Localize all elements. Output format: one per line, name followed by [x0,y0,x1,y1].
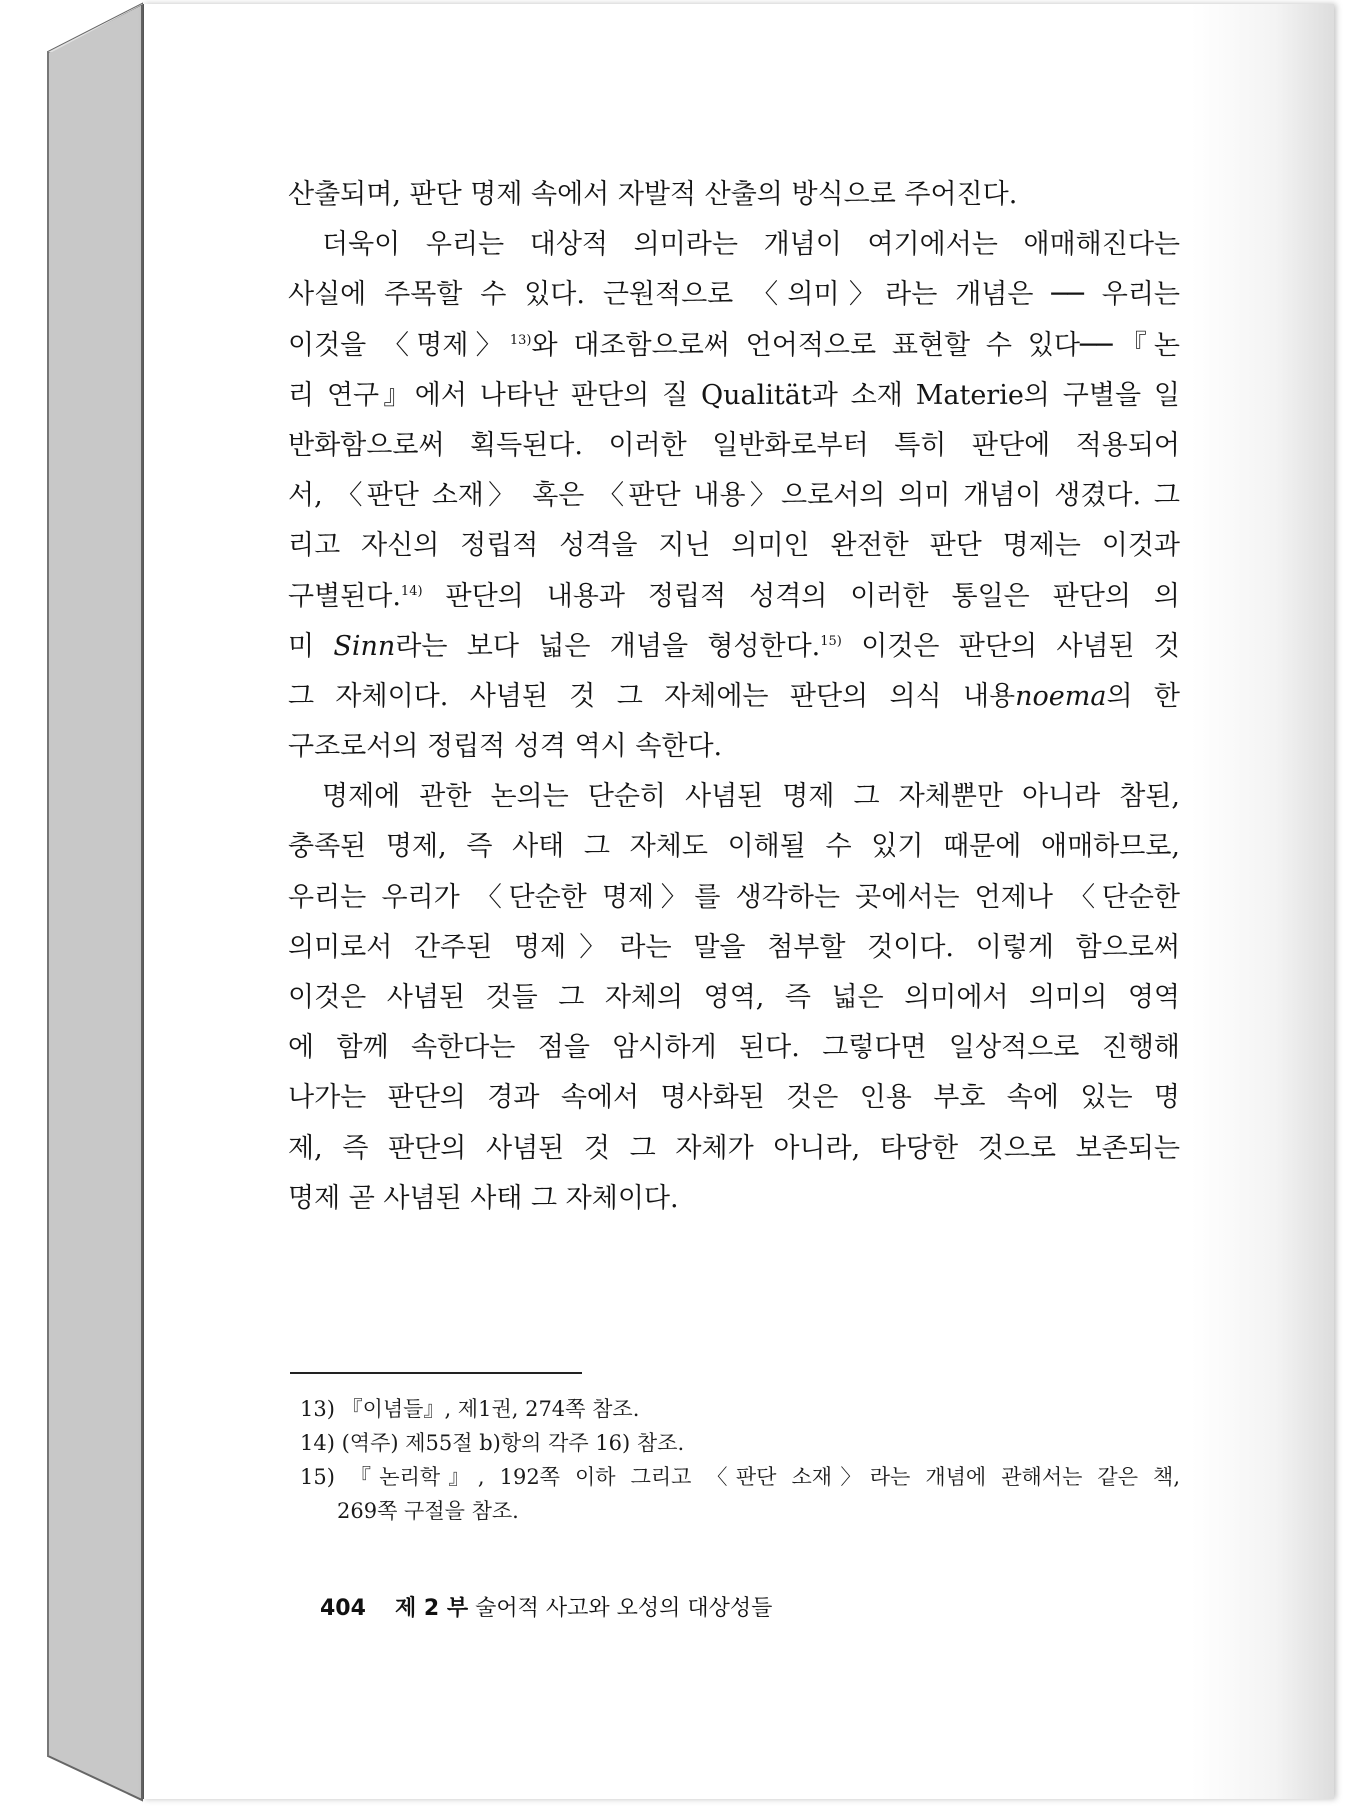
paragraph-3-line: 우리는 우리가 〈단순한 명제〉를 생각하는 곳에서는 언제나 〈단순한 [288,881,1180,913]
footnote-ref-14: 14) [400,583,423,599]
paragraph-2-line: 이것을 〈명제〉$^{13)}$와 대조함으로써 언어적으로 표현할 수 있다──『논 [288,329,1181,361]
paragraph-2-line: 미 Sinn라는 보다 넓은 개념을 형성한다.$^{15)}$ 이것은 판단의 사념된 것 [288,630,1180,662]
paragraph-1-line: 산출되며, 판단 명제 속에서 자발적 산출의 방식으로 주어진다. [288,179,1018,210]
footnote-ref-13: 13) [509,332,532,348]
paragraph-3-line: 명제 곧 사념된 사태 그 자체이다. [288,1182,679,1214]
paragraph-2-line: 리고 자신의 정립적 성격을 지닌 의미인 완전한 판단 명제는 이것과 [288,530,1180,562]
page-footer [320,1591,772,1622]
footnote-13: 13) 『이념들』, 제1권, 274쪽 참조. [300,1397,640,1421]
italic-term-sinn: Sinn [333,630,396,662]
paragraph-2-line: 그 자체이다. 사념된 것 그 자체에는 판단의 의식 내용noema의 한 [288,680,1181,712]
paragraph-3-line: 나가는 판단의 경과 속에서 명사화된 것은 인용 부호 속에 있는 명 [288,1082,1180,1114]
italic-term-noema: noema [1015,680,1107,712]
paragraph-2-line: 구조로서의 정립적 성격 역시 속한다. [288,731,723,763]
paragraph-2-line: 서, 〈판단 소재〉 혹은 〈판단 내용〉으로서의 의미 개념이 생겼다. 그 [288,480,1180,512]
paragraph-3-line: 이것은 사념된 것들 그 자체의 영역, 즉 넓은 의미에서 의미의 영역 [288,982,1180,1013]
footnote-15: 15) 『논리학』, 192쪽 이하 그리고 〈판단 소재〉라는 개념에 관해서는 같은 책, [300,1465,1180,1489]
paragraph-3-line: 제, 즉 판단의 사념된 것 그 자체가 아니라, 타당한 것으로 보존되는 [288,1132,1180,1164]
paragraph-3-line: 의미로서 간주된 명제〉라는 말을 첨부할 것이다. 이렇게 함으로써 [288,931,1180,963]
paragraph-3-line: 에 함께 속한다는 점을 암시하게 된다. 그렇다면 일상적으로 진행해 [288,1032,1180,1064]
paragraph-3-line: 명제에 관한 논의는 단순히 사념된 명제 그 자체뿐만 아니라 참된, [322,781,1180,813]
paragraph-2-line: 사실에 주목할 수 있다. 근원적으로 〈의미〉라는 개념은 ── 우리는 [288,279,1180,311]
footnote-ref-15: 15) [820,633,842,649]
footnote-divider [290,1372,582,1374]
paragraph-3-line: 충족된 명제, 즉 사태 그 자체도 이해될 수 있기 때문에 애매하므로, [288,831,1180,863]
paragraph-2-line: 구별된다.$^{14)}$ 판단의 내용과 정립적 성격의 이러한 통일은 판단의 의 [288,580,1180,612]
paragraph-2-line: 리 연구』에서 나타난 판단의 질 Qualität과 소재 Materie의 구별을 일 [288,379,1180,411]
page-number: 404 [320,1596,366,1621]
paragraph-2-line: 더욱이 우리는 대상적 의미라는 개념이 여기에서는 애매해진다는 [322,229,1180,261]
paragraph-2-line: 반화함으로써 획득된다. 이러한 일반화로부터 특히 판단에 적용되어 [288,429,1180,461]
part-title: 술어적 사고와 오성의 대상성들 [475,1596,773,1621]
book-spine [0,0,150,1806]
footnote-15-continued: 269쪽 구절을 참조. [337,1499,519,1523]
body-text [288,170,1180,1224]
footnote-14: 14) (역주) 제55절 b)항의 각주 16) 참조. [300,1431,685,1455]
part-label: 제 2 부 [394,1596,469,1621]
footnotes [300,1392,1180,1528]
